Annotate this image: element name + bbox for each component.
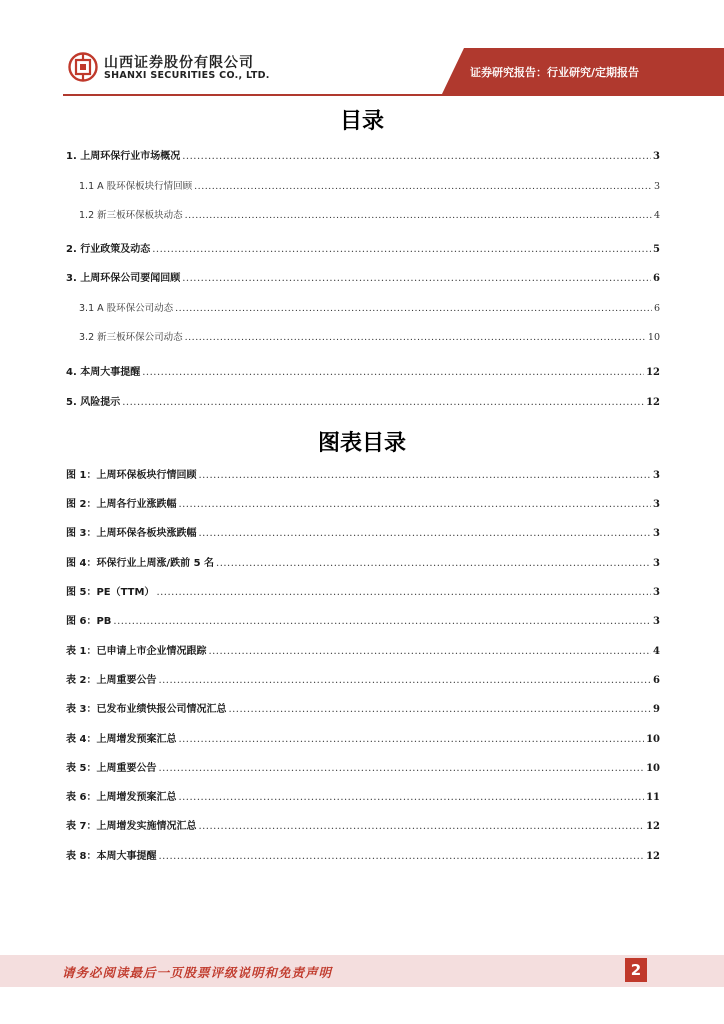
figure-entry-page: 3 bbox=[653, 558, 660, 569]
figure-entry-page: 9 bbox=[653, 704, 660, 715]
company-name-en: SHANXI SECURITIES CO., LTD. bbox=[104, 70, 270, 81]
leader-dots bbox=[208, 645, 651, 659]
toc-entry[interactable] bbox=[66, 272, 660, 286]
toc-entry-page: 6 bbox=[653, 303, 660, 314]
report-type-label: 证券研究报告：行业研究/定期报告 bbox=[470, 66, 640, 79]
toc-entry-page: 4 bbox=[653, 210, 660, 221]
leader-dots bbox=[216, 557, 651, 571]
figure-entry[interactable] bbox=[66, 557, 660, 571]
figure-entry-label: 图 2：上周各行业涨跌幅 bbox=[66, 499, 177, 510]
figure-entry[interactable] bbox=[66, 674, 660, 688]
figure-entry-page: 6 bbox=[653, 675, 660, 686]
figure-entry[interactable] bbox=[66, 820, 660, 834]
leader-dots bbox=[158, 762, 644, 776]
leader-dots bbox=[142, 366, 644, 380]
figure-entry-label: 图 1：上周环保板块行情回顾 bbox=[66, 470, 197, 481]
toc-entry-page: 12 bbox=[646, 397, 660, 408]
figure-entry[interactable] bbox=[66, 645, 660, 659]
company-logo-icon bbox=[68, 52, 98, 82]
figure-entry-label: 图 3：上周环保各板块涨跌幅 bbox=[66, 528, 197, 539]
leader-dots bbox=[178, 498, 651, 512]
leader-dots bbox=[178, 733, 644, 747]
company-name-cn: 山西证券股份有限公司 bbox=[104, 55, 254, 71]
leader-dots bbox=[178, 791, 644, 805]
figure-entry-page: 3 bbox=[653, 470, 660, 481]
leader-dots bbox=[185, 209, 652, 223]
page-header bbox=[0, 0, 724, 100]
leader-dots bbox=[122, 396, 644, 410]
figure-entry[interactable] bbox=[66, 850, 660, 864]
figure-entry[interactable] bbox=[66, 791, 660, 805]
figure-entry[interactable] bbox=[66, 498, 660, 512]
toc-entry[interactable] bbox=[66, 366, 660, 380]
figure-entry[interactable] bbox=[66, 733, 660, 747]
toc-entry-page: 3 bbox=[653, 181, 660, 192]
toc-entry[interactable] bbox=[66, 243, 660, 257]
leader-dots bbox=[198, 527, 651, 541]
figure-entry-label: 表 4：上周增发预案汇总 bbox=[66, 734, 177, 745]
figures-title: 图表目录 bbox=[317, 431, 406, 456]
figure-entry-page: 10 bbox=[646, 763, 660, 774]
toc-entry[interactable] bbox=[79, 209, 660, 223]
figure-entry-page: 4 bbox=[653, 646, 660, 657]
toc-entry-label: 3.1 A 股环保公司动态 bbox=[79, 303, 174, 314]
figure-entry-page: 12 bbox=[646, 821, 660, 832]
toc-entry-label: 3. 上周环保公司要闻回顾 bbox=[66, 273, 181, 284]
figure-entry-page: 3 bbox=[653, 499, 660, 510]
leader-dots bbox=[185, 331, 646, 345]
leader-dots bbox=[158, 850, 644, 864]
toc-entry[interactable] bbox=[79, 331, 660, 345]
toc-entry-page: 3 bbox=[653, 151, 660, 162]
toc-entry-page: 6 bbox=[653, 273, 660, 284]
toc-entry[interactable] bbox=[66, 396, 660, 410]
toc-entry-page: 5 bbox=[653, 244, 660, 255]
figure-entry[interactable] bbox=[66, 527, 660, 541]
leader-dots bbox=[198, 469, 651, 483]
figure-entry[interactable] bbox=[66, 615, 660, 629]
toc-title: 目录 bbox=[339, 109, 384, 134]
page-number: 2 bbox=[625, 958, 647, 982]
figure-entry-label: 表 6：上周增发预案汇总 bbox=[66, 792, 177, 803]
leader-dots bbox=[194, 180, 652, 194]
figure-entry-label: 表 5：上周重要公告 bbox=[66, 763, 157, 774]
leader-dots bbox=[158, 674, 651, 688]
figure-entry-page: 12 bbox=[646, 851, 660, 862]
leader-dots bbox=[175, 302, 652, 316]
leader-dots bbox=[198, 820, 644, 834]
leader-dots bbox=[182, 150, 651, 164]
toc-entry-label: 4. 本周大事提醒 bbox=[66, 367, 141, 378]
leader-dots bbox=[156, 586, 651, 600]
toc-entry[interactable] bbox=[79, 180, 660, 194]
figure-entry[interactable] bbox=[66, 586, 660, 600]
toc-entry-label: 2. 行业政策及动态 bbox=[66, 244, 151, 255]
toc-entry[interactable] bbox=[66, 150, 660, 164]
figure-entry-label: 表 7：上周增发实施情况汇总 bbox=[66, 821, 197, 832]
figure-entry-label: 表 2：上周重要公告 bbox=[66, 675, 157, 686]
leader-dots bbox=[152, 243, 651, 257]
toc-entry-page: 10 bbox=[647, 332, 660, 343]
figure-entry[interactable] bbox=[66, 762, 660, 776]
figure-entry[interactable] bbox=[66, 469, 660, 483]
figure-entry-label: 表 1：已申请上市企业情况跟踪 bbox=[66, 646, 207, 657]
figure-entry-page: 3 bbox=[653, 616, 660, 627]
toc-entry-label: 1. 上周环保行业市场概况 bbox=[66, 151, 181, 162]
figure-entry[interactable] bbox=[66, 703, 660, 717]
figure-entry-label: 图 6：PB bbox=[66, 616, 112, 627]
figure-entry-page: 10 bbox=[646, 734, 660, 745]
figure-entry-page: 3 bbox=[653, 528, 660, 539]
toc-entry-label: 1.1 A 股环保板块行情回顾 bbox=[79, 181, 193, 192]
disclaimer-text: 请务必阅读最后一页股票评级说明和免责声明 bbox=[62, 965, 333, 980]
figure-entry-label: 图 5：PE（TTM） bbox=[66, 587, 155, 598]
leader-dots bbox=[228, 703, 651, 717]
header-divider bbox=[63, 94, 724, 96]
toc-entry[interactable] bbox=[79, 302, 660, 316]
toc-entry-page: 12 bbox=[646, 367, 660, 378]
toc-entry-label: 1.2 新三板环保板块动态 bbox=[79, 210, 183, 221]
toc-entry-label: 3.2 新三板环保公司动态 bbox=[79, 332, 183, 343]
figure-entry-page: 11 bbox=[646, 792, 660, 803]
leader-dots bbox=[113, 615, 651, 629]
figure-entry-label: 表 8：本周大事提醒 bbox=[66, 851, 157, 862]
figure-entry-label: 表 3：已发布业绩快报公司情况汇总 bbox=[66, 704, 227, 715]
figure-entry-label: 图 4：环保行业上周涨/跌前 5 名 bbox=[66, 558, 215, 569]
leader-dots bbox=[182, 272, 651, 286]
toc-entry-label: 5. 风险提示 bbox=[66, 397, 121, 408]
figure-entry-page: 3 bbox=[653, 587, 660, 598]
